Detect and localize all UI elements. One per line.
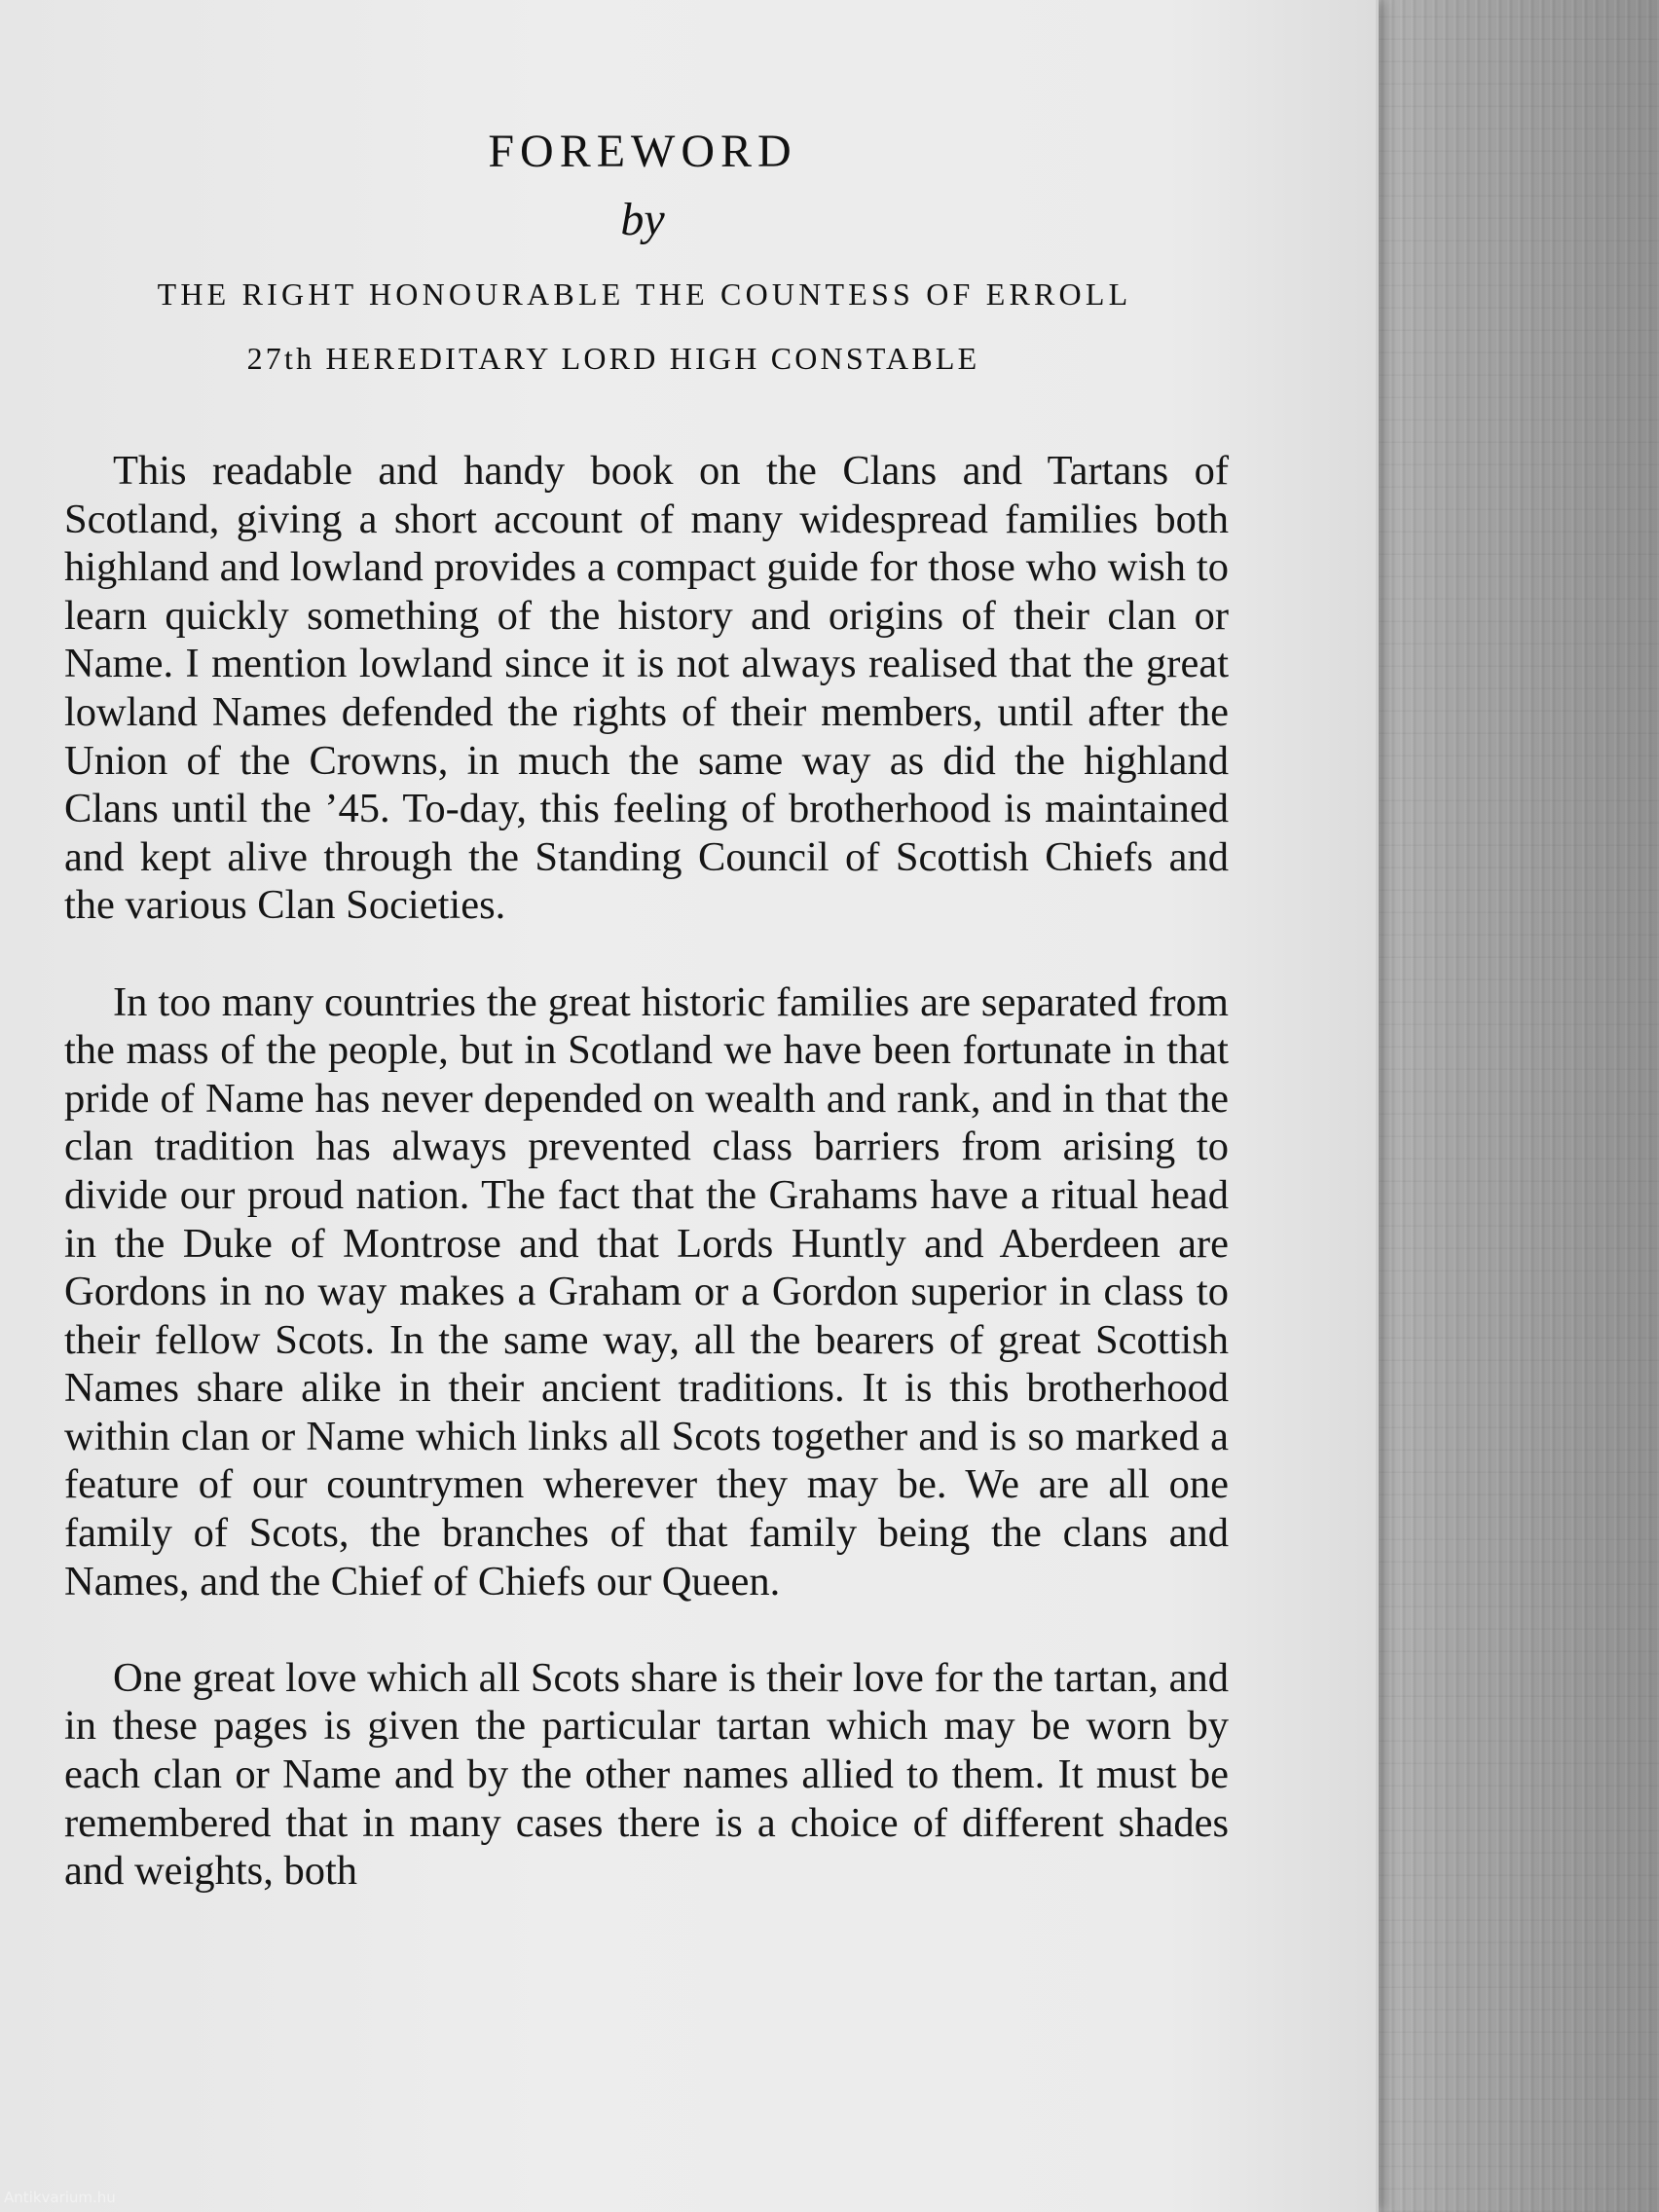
foreword-by: by (620, 194, 665, 245)
foreword-title: FOREWORD (488, 126, 797, 177)
foreword-body (64, 447, 1229, 1943)
paragraph: This readable and handy book on the Clans and Tartans of Scotland, giving a short account of many widespread families both highland and lowland provides a compact guide for those who wish to learn quickly something of the history and origins of their clan or Name. I mention lowland since it is not always realised that the great lowland Names defended the rights of their members, until after the Union of the Crowns, in much the same way as did the highland Clans until the ’45. To-day, this feeling of brotherhood is maintained and kept alive through the Standing Council of Scottish Chiefs and the various Clan Societies. (64, 448, 1229, 929)
book-spine-background (1379, 0, 1659, 2212)
author-line: THE RIGHT HONOURABLE THE COUNTESS OF ERROLL (157, 276, 1132, 312)
office-line: 27th HEREDITARY LORD HIGH CONSTABLE (246, 341, 980, 376)
paragraph: In too many countries the great historic families are separated from the mass of the people, but in Scotland we have been fortunate in that pride of Name has never depended on wealth and rank, and in that the clan tradition has always prevented class barriers from arising to divide our proud nation. The fact that the Grahams have a ritual head in the Duke of Montrose and that Lords Huntly and Aberdeen are Gordons in no way makes a Graham or a Gordon superior in class to their fellow Scots. In the same way, all the bearers of great Scottish Names share alike in their ancient traditions. It is this brotherhood within clan or Name which links all Scots together and is so marked a feature of our countrymen wherever they may be. We are all one family of Scots, the branches of that family being the clans and Names, and the Chief of Chiefs our Queen. (64, 978, 1229, 1604)
watermark: Antikvarium.hu (4, 2189, 116, 2206)
paragraph: One great love which all Scots share is their love for the tartan, and in these pages is given the particular tartan which may be worn by each clan or Name and by the other names allied to them. It must be remembered that in many cases there is a choice of different shades and weights, both (64, 1654, 1229, 1895)
